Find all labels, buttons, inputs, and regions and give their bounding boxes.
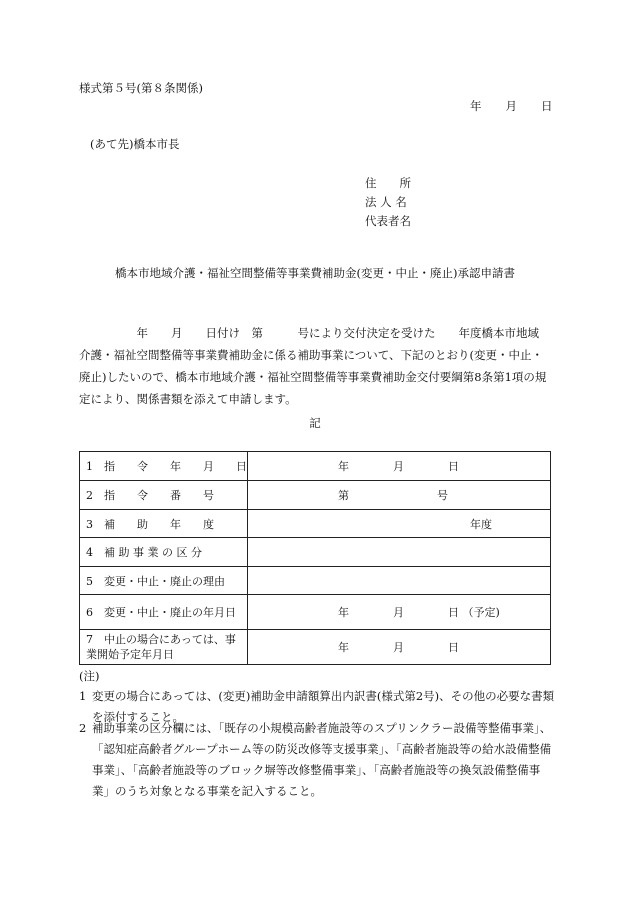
- row-value: 年 月 日: [248, 452, 551, 481]
- applicant-block: [365, 174, 411, 231]
- body-line: 介護・福祉空間整備等事業費補助金に係る補助事業について、下記のとおり(変更・中止・: [79, 348, 544, 362]
- body-paragraph: [79, 322, 551, 410]
- table-row: [80, 538, 551, 567]
- row-label: 2 指 令 番 号: [80, 481, 248, 510]
- row-label: 1 指 令 年 月 日: [80, 452, 248, 481]
- note-item: [79, 718, 555, 802]
- ki-heading: 記: [309, 416, 321, 430]
- date-year-label: 年: [470, 99, 482, 113]
- document-title: 橋本市地域介護・福祉空間整備等事業費補助金(変更・中止・廃止)承認申請書: [115, 266, 515, 280]
- row-value: 年度: [248, 510, 551, 538]
- notes-heading: (注): [79, 669, 100, 683]
- address-label: 住 所: [365, 176, 411, 190]
- addressee: (あて先)橋本市長: [90, 137, 180, 151]
- body-line: 年 月 日付け 第 号により交付決定を受けた 年度橋本市地域: [79, 326, 539, 340]
- application-table: [79, 451, 551, 665]
- row-label: 7 中止の場合にあっては、事業開始予定年月日: [80, 630, 248, 665]
- note-number: 2: [79, 721, 87, 735]
- table-row: [80, 481, 551, 510]
- representative-label: 代表者名: [365, 214, 411, 228]
- row-value: 年 月 日: [248, 630, 551, 665]
- table-row: [80, 452, 551, 481]
- table-row: [80, 630, 551, 665]
- body-line: 定により、関係書類を添えて申請します。: [79, 392, 297, 406]
- row-label: 6 変更・中止・廃止の年月日: [80, 595, 248, 630]
- row-label: 5 変更・中止・廃止の理由: [80, 567, 248, 595]
- date-day-label: 日: [541, 99, 553, 113]
- table-row: [80, 510, 551, 538]
- table-row: [80, 567, 551, 595]
- row-label: 3 補 助 年 度: [80, 510, 248, 538]
- corporation-name-label: 法 人 名: [365, 195, 407, 209]
- row-value: 年 月 日 （予定): [248, 595, 551, 630]
- form-number: 様式第５号(第８条関係): [79, 81, 203, 95]
- table-row: [80, 595, 551, 630]
- submission-date: [470, 98, 553, 114]
- row-value: [248, 538, 551, 567]
- note-number: 1: [79, 689, 87, 703]
- row-label: 4 補 助 事 業 の 区 分: [80, 538, 248, 567]
- note-text: 補助事業の区分欄には、「既存の小規模高齢者施設等のスプリンクラー設備等整備事業」、「認知症高齢者グループホーム等の防災改修等支援事業」、「高齢者施設等の給水設備整備事業」、「高齢者施設等のブロック塀等改修整備事業」、「高齢者施設等の換気設備整備事業」のうち対象となる事業を記入すること。: [92, 721, 552, 798]
- row-value: 第 号: [248, 481, 551, 510]
- note-text: 変更の場合にあっては、(変更)補助金申請額算出内訳書(様式第2号)、その他の必要な書類を添付すること。: [92, 689, 555, 724]
- row-value: [248, 567, 551, 595]
- body-line: 廃止)したいので、橋本市地域介護・福祉空間整備等事業費補助金交付要綱第8条第1項の規: [79, 370, 547, 384]
- date-month-label: 月: [505, 99, 517, 113]
